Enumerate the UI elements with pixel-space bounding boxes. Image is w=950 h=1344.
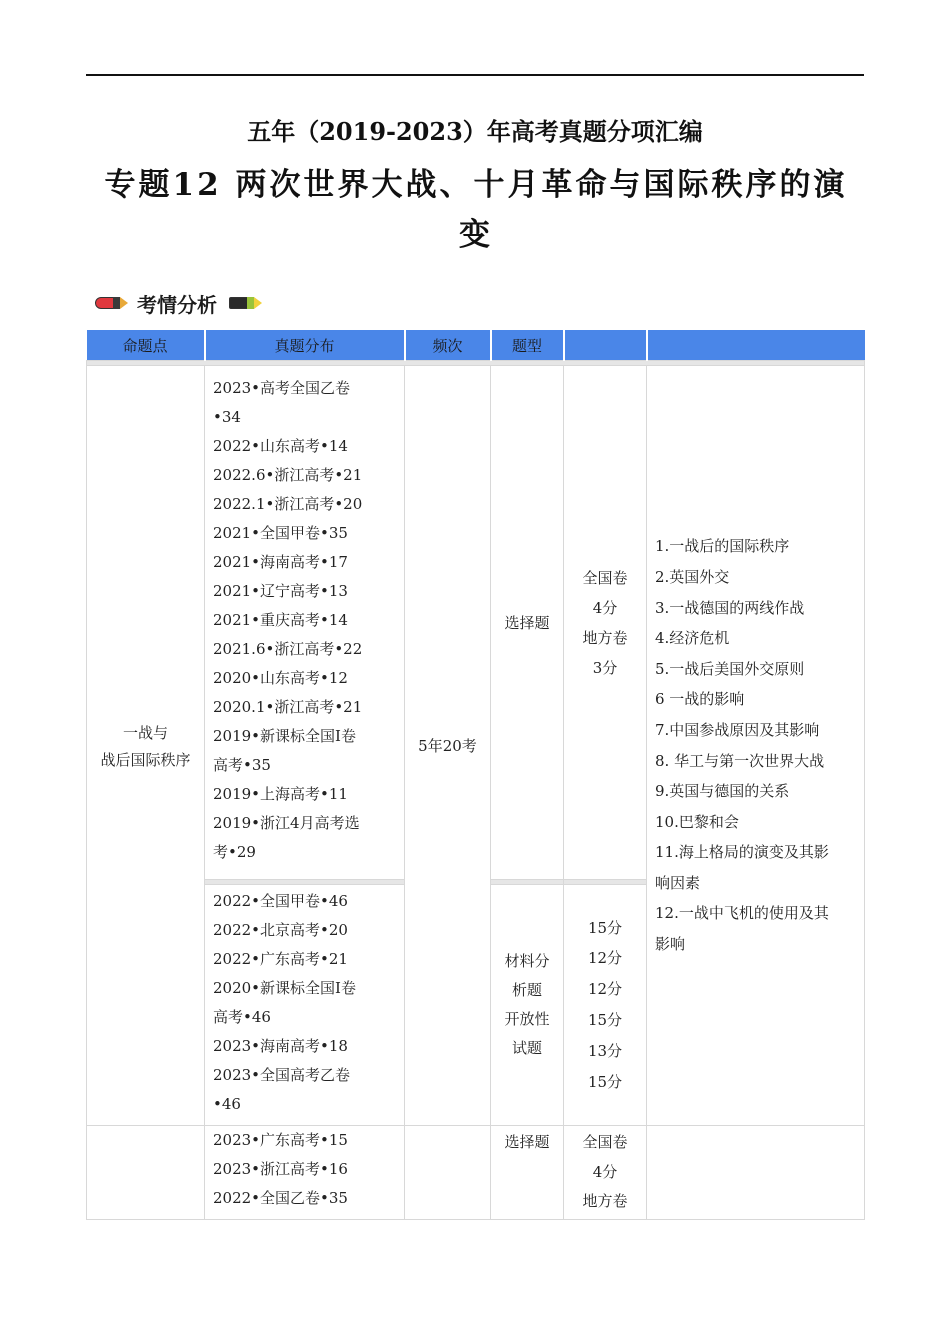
list-item: 2022•全国乙卷•35 <box>213 1189 348 1207</box>
knowledge-item: 9.英国与德国的关系 <box>655 782 790 801</box>
question-type: 选择题 <box>491 1126 564 1220</box>
knowledge-item: 响因素 <box>655 873 701 892</box>
col-header: 命题点 <box>87 330 205 361</box>
score-line: 12分 <box>587 949 623 968</box>
col-header <box>564 330 647 361</box>
question-type <box>491 885 564 1126</box>
knowledge-item: 影响 <box>655 935 686 954</box>
list-item: 2023•浙江高考•16 <box>213 1160 348 1178</box>
section-header <box>95 288 261 318</box>
knowledge-item: 4.经济危机 <box>655 629 730 648</box>
list-item: 2021•辽宁高考•13 <box>213 582 348 600</box>
knowledge-item: 5.一战后美国外交原则 <box>655 659 805 678</box>
list-item: 2020•山东高考•12 <box>213 669 348 687</box>
type-line: 析题 <box>511 981 542 999</box>
score-line: 地方卷 <box>582 628 628 647</box>
list-item: 2022.1•浙江高考•20 <box>213 495 363 513</box>
knowledge-points <box>647 1126 865 1220</box>
list-item: 2023•海南高考•18 <box>213 1037 348 1055</box>
proposition-point <box>87 366 205 1126</box>
frequency <box>405 1126 491 1220</box>
frequency: 5年20考 <box>405 366 491 1126</box>
type-line: 开放性 <box>504 1010 550 1028</box>
score-line: 13分 <box>587 1041 623 1060</box>
type-line: 材料分 <box>504 952 550 970</box>
proposition-point <box>87 1126 205 1220</box>
topic-title: 专题12 两次世界大战、十月革命与国际秩序的演变 <box>104 167 848 253</box>
score-line: 12分 <box>587 980 623 999</box>
list-item: 2021•重庆高考•14 <box>213 611 348 629</box>
list-item: •46 <box>213 1095 241 1113</box>
col-header: 真题分布 <box>205 330 405 361</box>
score-line: 地方卷 <box>582 1192 628 1210</box>
knowledge-item: 1.一战后的国际秩序 <box>655 537 790 556</box>
table-row <box>87 1126 865 1220</box>
list-item: 2020•新课标全国Ⅰ卷 <box>213 979 356 997</box>
knowledge-item: 6 一战的影响 <box>655 690 745 709</box>
list-item: 2020.1•浙江高考•21 <box>213 698 363 716</box>
col-header: 题型 <box>491 330 564 361</box>
score-line: 4分 <box>592 1162 618 1181</box>
score-line: 全国卷 <box>582 568 628 587</box>
list-item: 考•29 <box>213 843 256 861</box>
table-header-row <box>87 330 865 361</box>
section-title: 考情分析 <box>137 292 217 317</box>
list-item: 2021•全国甲卷•35 <box>213 524 348 542</box>
list-item: 2021•海南高考•17 <box>213 553 348 571</box>
list-item: •34 <box>213 408 241 426</box>
distribution-list <box>205 885 405 1126</box>
score-line: 15分 <box>587 1072 623 1091</box>
top-rule <box>86 74 864 76</box>
col-header: 频次 <box>405 330 491 361</box>
score-line: 15分 <box>587 1011 623 1029</box>
distribution-list <box>205 366 405 880</box>
table-row <box>87 366 865 880</box>
list-item: 2022•山东高考•14 <box>213 437 348 455</box>
list-item: 2022•北京高考•20 <box>213 921 348 939</box>
score-cell <box>564 366 647 880</box>
knowledge-item: 10.巴黎和会 <box>655 812 739 831</box>
type-line: 试题 <box>511 1039 542 1057</box>
point-line: 战后国际秩序 <box>100 750 191 769</box>
knowledge-item: 8. 华工与第一次世界大战 <box>655 751 825 770</box>
list-item: 2021.6•浙江高考•22 <box>213 640 363 658</box>
score-line: 4分 <box>592 598 618 617</box>
list-item: 2019•上海高考•11 <box>213 785 348 803</box>
list-item: 2023•广东高考•15 <box>213 1131 348 1149</box>
list-item: 2022•广东高考•21 <box>213 950 348 968</box>
pencil-icon <box>229 295 261 311</box>
score-cell <box>564 885 647 1126</box>
knowledge-points <box>647 366 865 1126</box>
list-item: 2022.6•浙江高考•21 <box>213 466 363 484</box>
list-item: 2022•全国甲卷•46 <box>213 892 348 910</box>
distribution-list <box>205 1126 405 1220</box>
analysis-table <box>86 330 865 1220</box>
question-type: 选择题 <box>491 366 564 880</box>
score-cell <box>564 1126 647 1220</box>
knowledge-item: 3.一战德国的两线作战 <box>655 598 805 617</box>
pencil-icon <box>95 295 127 311</box>
knowledge-item: 12.一战中飞机的使用及其 <box>655 904 829 923</box>
knowledge-item: 2.英国外交 <box>655 567 730 586</box>
series-title: 五年（2019-2023）年高考真题分项汇编 <box>247 117 703 146</box>
score-line: 15分 <box>587 918 623 937</box>
score-line: 全国卷 <box>582 1133 628 1151</box>
knowledge-item: 7.中国参战原因及其影响 <box>655 720 820 739</box>
knowledge-item: 11.海上格局的演变及其影 <box>655 843 829 862</box>
list-item: 高考•46 <box>213 1008 271 1026</box>
list-item: 2019•浙江4月高考选 <box>213 814 360 832</box>
point-line: 一战与 <box>122 723 168 742</box>
col-header <box>647 330 865 361</box>
list-item: 2019•新课标全国Ⅰ卷 <box>213 727 356 745</box>
score-line: 3分 <box>592 658 618 677</box>
list-item: 2023•全国高考乙卷 <box>213 1066 351 1084</box>
list-item: 2023•高考全国乙卷 <box>213 379 351 397</box>
list-item: 高考•35 <box>213 756 271 774</box>
